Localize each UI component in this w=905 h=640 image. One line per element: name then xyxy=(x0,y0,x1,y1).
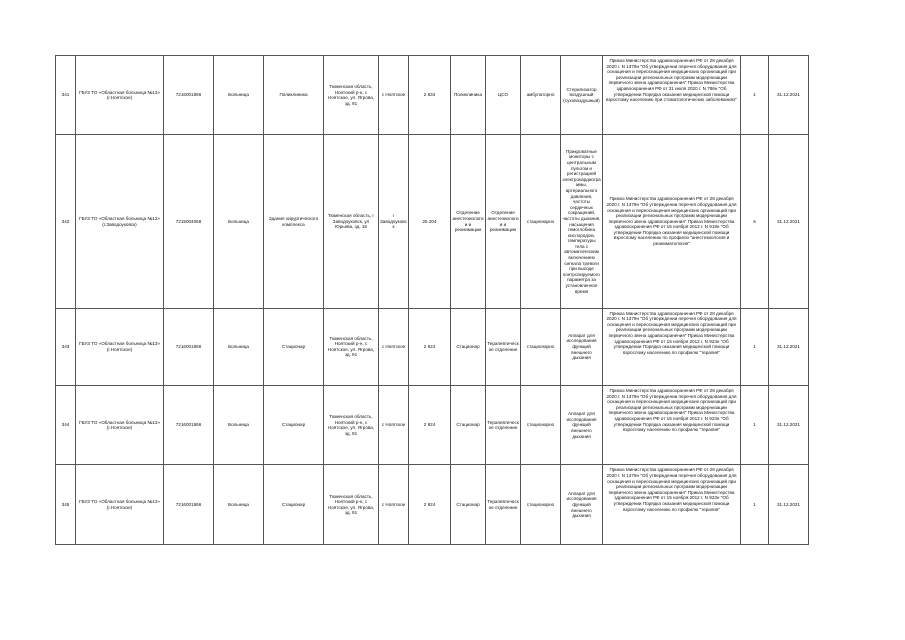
facility-type: Больница xyxy=(214,135,264,308)
population-cell: 2 924 xyxy=(409,308,451,385)
equipment-cell: Аппарат для исследования функций внешнего дыхания xyxy=(561,386,603,465)
department-profile: Отделение анестезиологии и реанимации xyxy=(486,135,521,308)
table-row xyxy=(56,308,809,385)
deadline-cell: 31.12.2021 xyxy=(769,386,809,465)
department-name: Стационар xyxy=(451,308,486,385)
row-number: 342 xyxy=(56,135,76,308)
division-cell: Здание хирургического комплекса xyxy=(264,135,324,308)
department-name: Поликлиника xyxy=(451,56,486,135)
organization-name: ГБУЗ ТО «Областная больница №13» (г.Ноятское) xyxy=(76,465,164,545)
population-cell: 2 924 xyxy=(409,465,451,545)
care-condition: стационарно xyxy=(521,386,561,465)
equipment-table xyxy=(55,55,809,545)
quantity-cell: 1 xyxy=(741,386,769,465)
division-cell: Стационар xyxy=(264,465,324,545)
inn-cell: 7215004068 xyxy=(164,135,214,308)
inn-cell: 7216001866 xyxy=(164,465,214,545)
inn-cell: 7216001866 xyxy=(164,308,214,385)
settlement-cell: с Ноятское xyxy=(379,386,409,465)
equipment-cell: Аппарат для исследования функций внешнего дыхания xyxy=(561,308,603,385)
department-name: Отделение анестезиологии и реанимации xyxy=(451,135,486,308)
table-row xyxy=(56,135,809,308)
row-number: 344 xyxy=(56,386,76,465)
department-profile: Терапевтическое отделение xyxy=(486,386,521,465)
legal-basis: Приказ Министерства здравоохранения РФ от 28 декабря 2020 г. N 1379н "Об утверждении перечня оборудования для оснащения и переоснащения медицинских организаций при реализации региональных программ модернизации первичного звена здравоохранения" Приказ Министерства здравоохранения РФ от 15 ноября 2012 г. N 919н "Об утверждении Порядка оказания медицинской помощи взрослому населению по профилю "анестезиология и реаниматология" xyxy=(603,135,741,308)
legal-basis: Приказ Министерства здравоохранения РФ от 28 декабря 2020 г. N 1379н "Об утверждении перечня оборудования для оснащения и переоснащения медицинских организаций при реализации региональных программ модернизации первичного звена здравоохранения" Приказ Министерства здравоохранения РФ от 15 ноября 2012 г. N 923н "Об утверждении Порядка оказания медицинской помощи взрослому населению по профилю "терапия" xyxy=(603,386,741,465)
population-cell: 2 834 xyxy=(409,56,451,135)
deadline-cell: 31.12.2021 xyxy=(769,135,809,308)
department-name: Стационар xyxy=(451,465,486,545)
settlement-cell: г Заводоуковск xyxy=(379,135,409,308)
organization-name: ГБУЗ ТО «Областная больница №13» (г.Ноятское) xyxy=(76,386,164,465)
quantity-cell: 1 xyxy=(741,465,769,545)
row-number: 341 xyxy=(56,56,76,135)
facility-type: Больница xyxy=(214,56,264,135)
legal-basis: Приказ Министерства здравоохранения РФ от 28 декабря 2020 г. N 1379н "Об утверждении перечня оборудования для оснащения и переоснащения медицинских организаций при реализации региональных программ модернизации первичного звена здравоохранения" Приказ Министерства здравоохранения РФ от 15 ноября 2012 г. N 923н "Об утверждении Порядка оказания медицинской помощи взрослому населению по профилю "терапия" xyxy=(603,465,741,545)
table-row xyxy=(56,386,809,465)
deadline-cell: 31.12.2021 xyxy=(769,308,809,385)
address-cell: Тюменская область, Ноятский р-н, с Ноятское, ул. Ягрова, зд. 91 xyxy=(324,465,379,545)
department-profile: Терапевтическое отделение xyxy=(486,465,521,545)
organization-name: ГБУЗ ТО «Областная больница №13» (г.Ноятское) xyxy=(76,56,164,135)
row-number: 343 xyxy=(56,308,76,385)
inn-cell: 7216001866 xyxy=(164,56,214,135)
address-cell: Тюменская область, г Заводоуковск, ул Юрьева, зд. 18 xyxy=(324,135,379,308)
table-row xyxy=(56,56,809,135)
care-condition: стационарно xyxy=(521,308,561,385)
care-condition: стационарно xyxy=(521,135,561,308)
settlement-cell: с Ноятское xyxy=(379,465,409,545)
department-profile: Терапевтическое отделение xyxy=(486,308,521,385)
facility-type: Больница xyxy=(214,386,264,465)
address-cell: Тюменская область, Ноятский р-н, с Ноятское, ул. Ягрова, зд. 91 xyxy=(324,308,379,385)
facility-type: Больница xyxy=(214,308,264,385)
division-cell: Стационар xyxy=(264,386,324,465)
department-name: Стационар xyxy=(451,386,486,465)
department-profile: ЦСО xyxy=(486,56,521,135)
division-cell: Стационар xyxy=(264,308,324,385)
equipment-cell: Стерилизатор воздушный (суховоздушный) xyxy=(561,56,603,135)
population-cell: 25 204 xyxy=(409,135,451,308)
quantity-cell: 1 xyxy=(741,56,769,135)
address-cell: Тюменская область, Ноятский р-н, с Ноятское, ул. Ягрова, зд. 91 xyxy=(324,56,379,135)
table-row xyxy=(56,465,809,545)
care-condition: стационарно xyxy=(521,465,561,545)
legal-basis: Приказ Министерства здравоохранения РФ от 28 декабря 2020 г. N 1379н "Об утверждении перечня оборудования для оснащения и переоснащения медицинских организаций при реализации региональных программ модернизации первичного звена здравоохранения" Приказ Министерства здравоохранения РФ от 31 июля 2020 г. N 786н "Об утверждении Порядка оказания медицинской помощи взрослому населению при стоматологических заболеваниях" xyxy=(603,56,741,135)
quantity-cell: 6 xyxy=(741,135,769,308)
division-cell: Поликлиника xyxy=(264,56,324,135)
legal-basis: Приказ Министерства здравоохранения РФ от 28 декабря 2020 г. N 1379н "Об утверждении перечня оборудования для оснащения и переоснащения медицинских организаций при реализации региональных программ модернизации первичного звена здравоохранения" Приказ Министерства здравоохранения РФ от 15 ноября 2012 г. N 923н "Об утверждении Порядка оказания медицинской помощи взрослому населению по профилю "терапия" xyxy=(603,308,741,385)
population-cell: 2 924 xyxy=(409,386,451,465)
facility-type: Больница xyxy=(214,465,264,545)
equipment-cell: Прикроватные мониторы с центральным пультом и регистрацией электрокардиограммы, артериального давления, частоты сердечных сокращений, частоты дыхания, насыщения гемоглобина кислородом, температуры тела с автоматическим включением сигнала тревоги при выходе контролируемого параметра за установленное время xyxy=(561,135,603,308)
inn-cell: 7216001866 xyxy=(164,386,214,465)
deadline-cell: 31.12.2021 xyxy=(769,56,809,135)
row-number: 345 xyxy=(56,465,76,545)
organization-name: ГБУЗ ТО «Областная больница №13» (г.Ноятское) xyxy=(76,308,164,385)
deadline-cell: 31.12.2021 xyxy=(769,465,809,545)
address-cell: Тюменская область, Ноятский р-н, с Ноятское, ул. Ягрова, зд. 91 xyxy=(324,386,379,465)
settlement-cell: с Ноятское xyxy=(379,308,409,385)
organization-name: ГБУЗ ТО «Областная больница №12» (г.Заводоуковск) xyxy=(76,135,164,308)
quantity-cell: 1 xyxy=(741,308,769,385)
equipment-cell: Аппарат для исследования функций внешнего дыхания xyxy=(561,465,603,545)
settlement-cell: с Ноятское xyxy=(379,56,409,135)
care-condition: амбулаторно xyxy=(521,56,561,135)
